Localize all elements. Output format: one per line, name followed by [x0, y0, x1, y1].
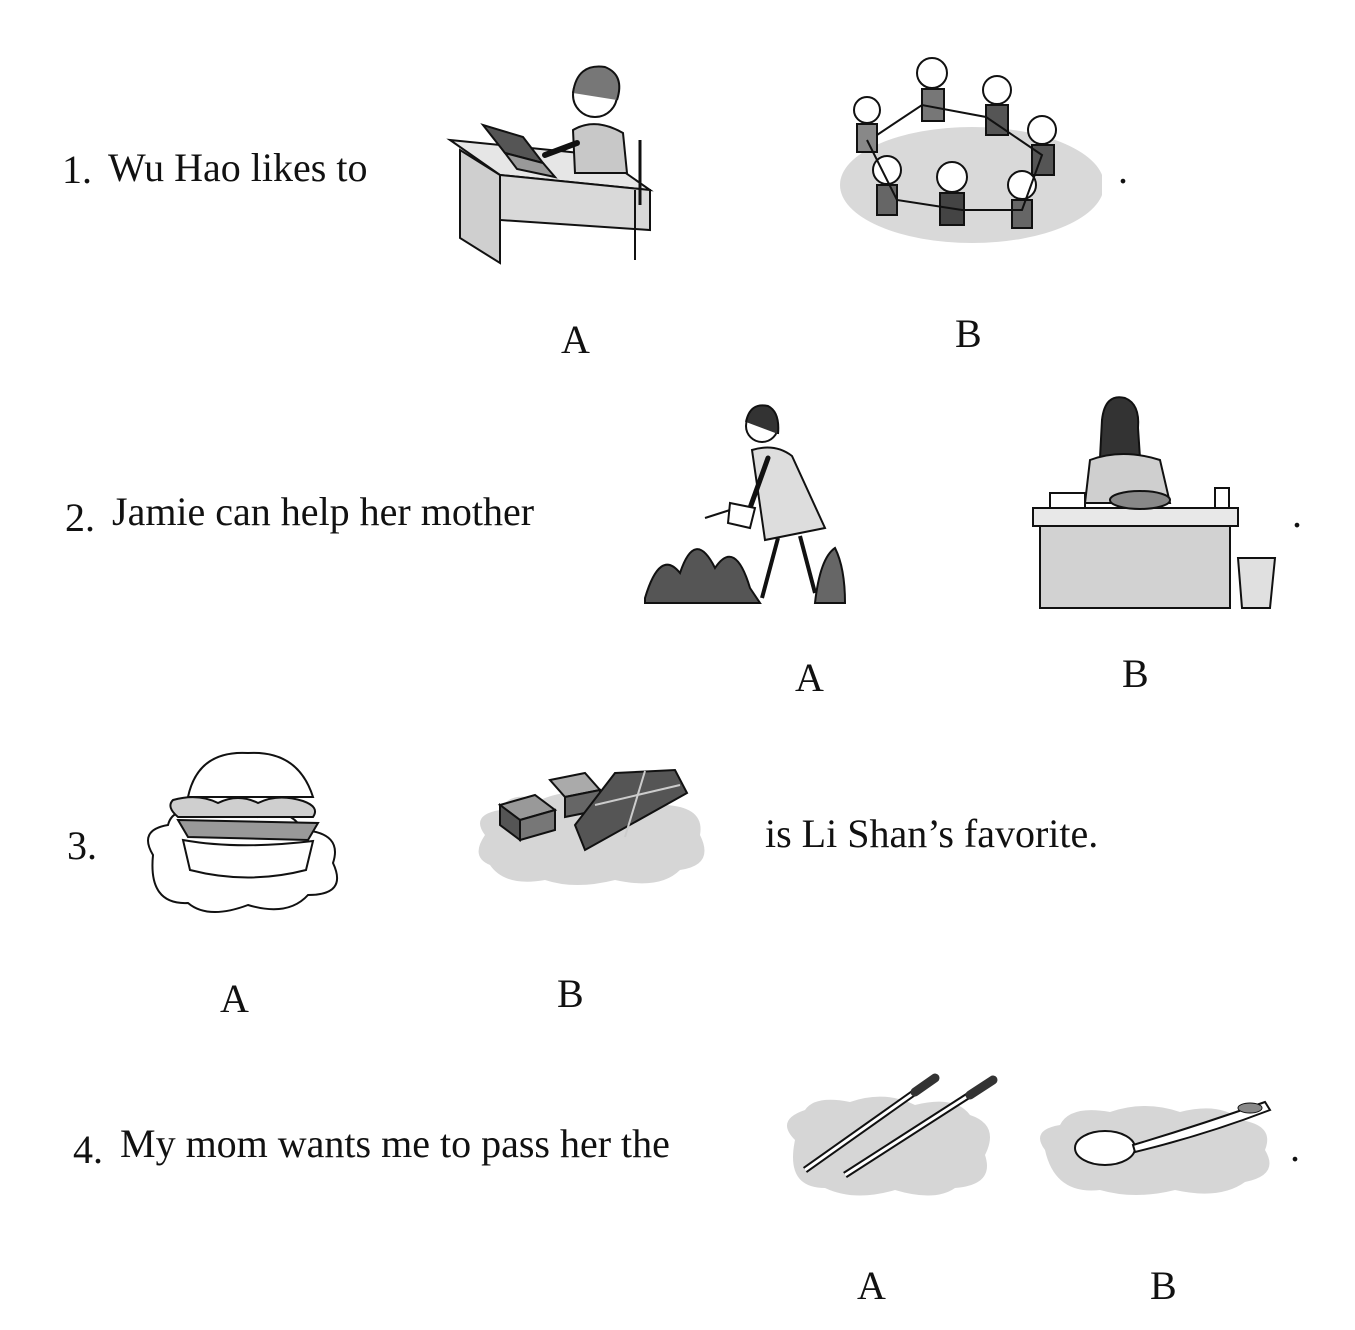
chocolate-picture[interactable]	[465, 765, 715, 890]
question-4-option-a[interactable]: A	[857, 1263, 886, 1308]
question-1-number: 1.	[62, 147, 92, 192]
question-1-option-b[interactable]: B	[955, 311, 982, 356]
question-1-option-a[interactable]: A	[561, 317, 590, 362]
question-2-text: Jamie can help her mother	[112, 489, 535, 534]
question-3-text: is Li Shan’s favorite.	[765, 811, 1099, 856]
question-2-option-b[interactable]: B	[1122, 651, 1149, 696]
question-1-period: .	[1118, 147, 1128, 192]
question-2-period: .	[1292, 491, 1302, 536]
question-4-number: 4.	[73, 1127, 103, 1172]
question-1-text: Wu Hao likes to	[108, 145, 368, 190]
girl-washing-dishes-picture[interactable]	[1030, 388, 1280, 613]
children-dancing-picture[interactable]	[832, 45, 1102, 255]
question-3-number: 3.	[67, 823, 97, 868]
chopsticks-picture[interactable]	[775, 1070, 1005, 1205]
question-4-period: .	[1290, 1125, 1300, 1170]
question-4-text: My mom wants me to pass her the	[120, 1121, 670, 1166]
question-4-option-b[interactable]: B	[1150, 1263, 1177, 1308]
boy-computer-picture[interactable]	[445, 55, 660, 270]
hamburger-picture[interactable]	[138, 745, 348, 920]
question-2-option-a[interactable]: A	[795, 655, 824, 700]
girl-watering-flowers-picture[interactable]	[640, 398, 850, 608]
spoon-picture[interactable]	[1030, 1090, 1280, 1200]
question-3-option-a[interactable]: A	[220, 976, 249, 1021]
question-2-number: 2.	[65, 495, 95, 540]
question-3-option-b[interactable]: B	[557, 971, 584, 1016]
